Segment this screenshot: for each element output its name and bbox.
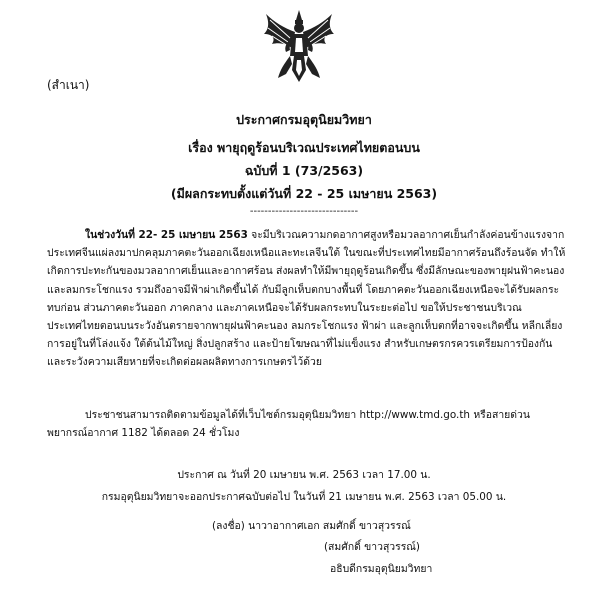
paragraph-1-text: จะมีบริเวณความกดอากาศสูงหรือมวลอากาศเย็นกำลังค่อนข้างแรงจากประเทศจีนแผ่ลงมาปกคลุมภาคตะวันออกเฉียงเหนือและทะเลจีนใต้ ในขณะที่ประเทศไทยมีอากาศร้อนถึงร้อนจัด ทำให้เกิดการปะทะกันของมวลอากาศเย็นและอากาศร้อน ส่งผลทำให้มีพายุฤดูร้อนเกิดขึ้น ซึ่งมีลักษณะของพายุฝนฟ้าคะนองและลมกระโชกแรง รวมถึงอาจมีฟ้าผ่าเกิดขึ้นได้ กับมีลูกเห็บตกบางพื้นที่ โดยภาคตะวันออกเฉียงเหนือจะได้รับผลกระทบก่อน ส่วนภาคตะวันออก ภาคกลาง และภาคเหนือจะได้รับผลกระทบในระยะต่อไป ขอให้ประชาชนบริเวณประเทศไทยตอนบนระวังอันตรายจากพายุฝนฟ้าคะนอง ลมกระโชกแรง ฟ้าผ่า และลูกเห็บตกที่อาจจะเกิดขึ้น หลีกเลี่ยงการอยู่ในที่โล่งแจ้ง ใต้ต้นไม้ใหญ่ สิ่งปลูกสร้าง และป้ายโฆษณาที่ไม่แข็งแรง สำหรับเกษตรกรควรเตรียมการป้องกันและระวังความเสียหายที่จะเกิดต่อผลผลิตทางการเกษตรไว้ด้วย bbox=[47, 229, 566, 369]
next-issue-line: กรมอุตุนิยมวิทยาจะออกประกาศฉบับต่อไป ในวันที่ 21 เมษายน พ.ศ. 2563 เวลา 05.00 น. bbox=[101, 491, 507, 503]
document-title: ประกาศกรมอุตุนิยมวิทยา bbox=[236, 112, 372, 127]
signature-position-line: อธิบดีกรมอุตุนิยมวิทยา bbox=[330, 563, 433, 575]
issue-number: ฉบับที่ 1 (73/2563) bbox=[244, 163, 364, 178]
effective-period: (มีผลกระทบตั้งแต่วันที่ 22 - 25 เมษายน 2563) bbox=[170, 186, 438, 201]
issued-date-line: ประกาศ ณ วันที่ 20 เมษายน พ.ศ. 2563 เวลา 17.00 น. bbox=[177, 469, 431, 481]
signature-name-line: (สมศักดิ์ ขาวสุวรรณ์) bbox=[324, 541, 420, 553]
paragraph-1-lead: ในช่วงวันที่ 22- 25 เมษายน 2563 bbox=[85, 229, 248, 241]
divider-line: ------------------------------ bbox=[249, 206, 359, 217]
body-paragraph-1 bbox=[47, 226, 567, 372]
garuda-emblem bbox=[262, 8, 336, 84]
copy-label: (สำเนา) bbox=[47, 78, 90, 92]
document-subject: เรื่อง พายุฤดูร้อนบริเวณประเทศไทยตอนบน bbox=[188, 140, 420, 155]
body-paragraph-2: ประชาชนสามารถติดตามข้อมูลได้ที่เว็บไซต์กรมอุตุนิยมวิทยา http://www.tmd.go.th หรือสายด่วนพยากรณ์อากาศ 1182 ได้ตลอด 24 ชั่วโมง bbox=[47, 409, 530, 440]
signature-signed-line: (ลงชื่อ) นาวาอากาศเอก สมศักดิ์ ขาวสุวรรณ์ bbox=[212, 520, 411, 532]
